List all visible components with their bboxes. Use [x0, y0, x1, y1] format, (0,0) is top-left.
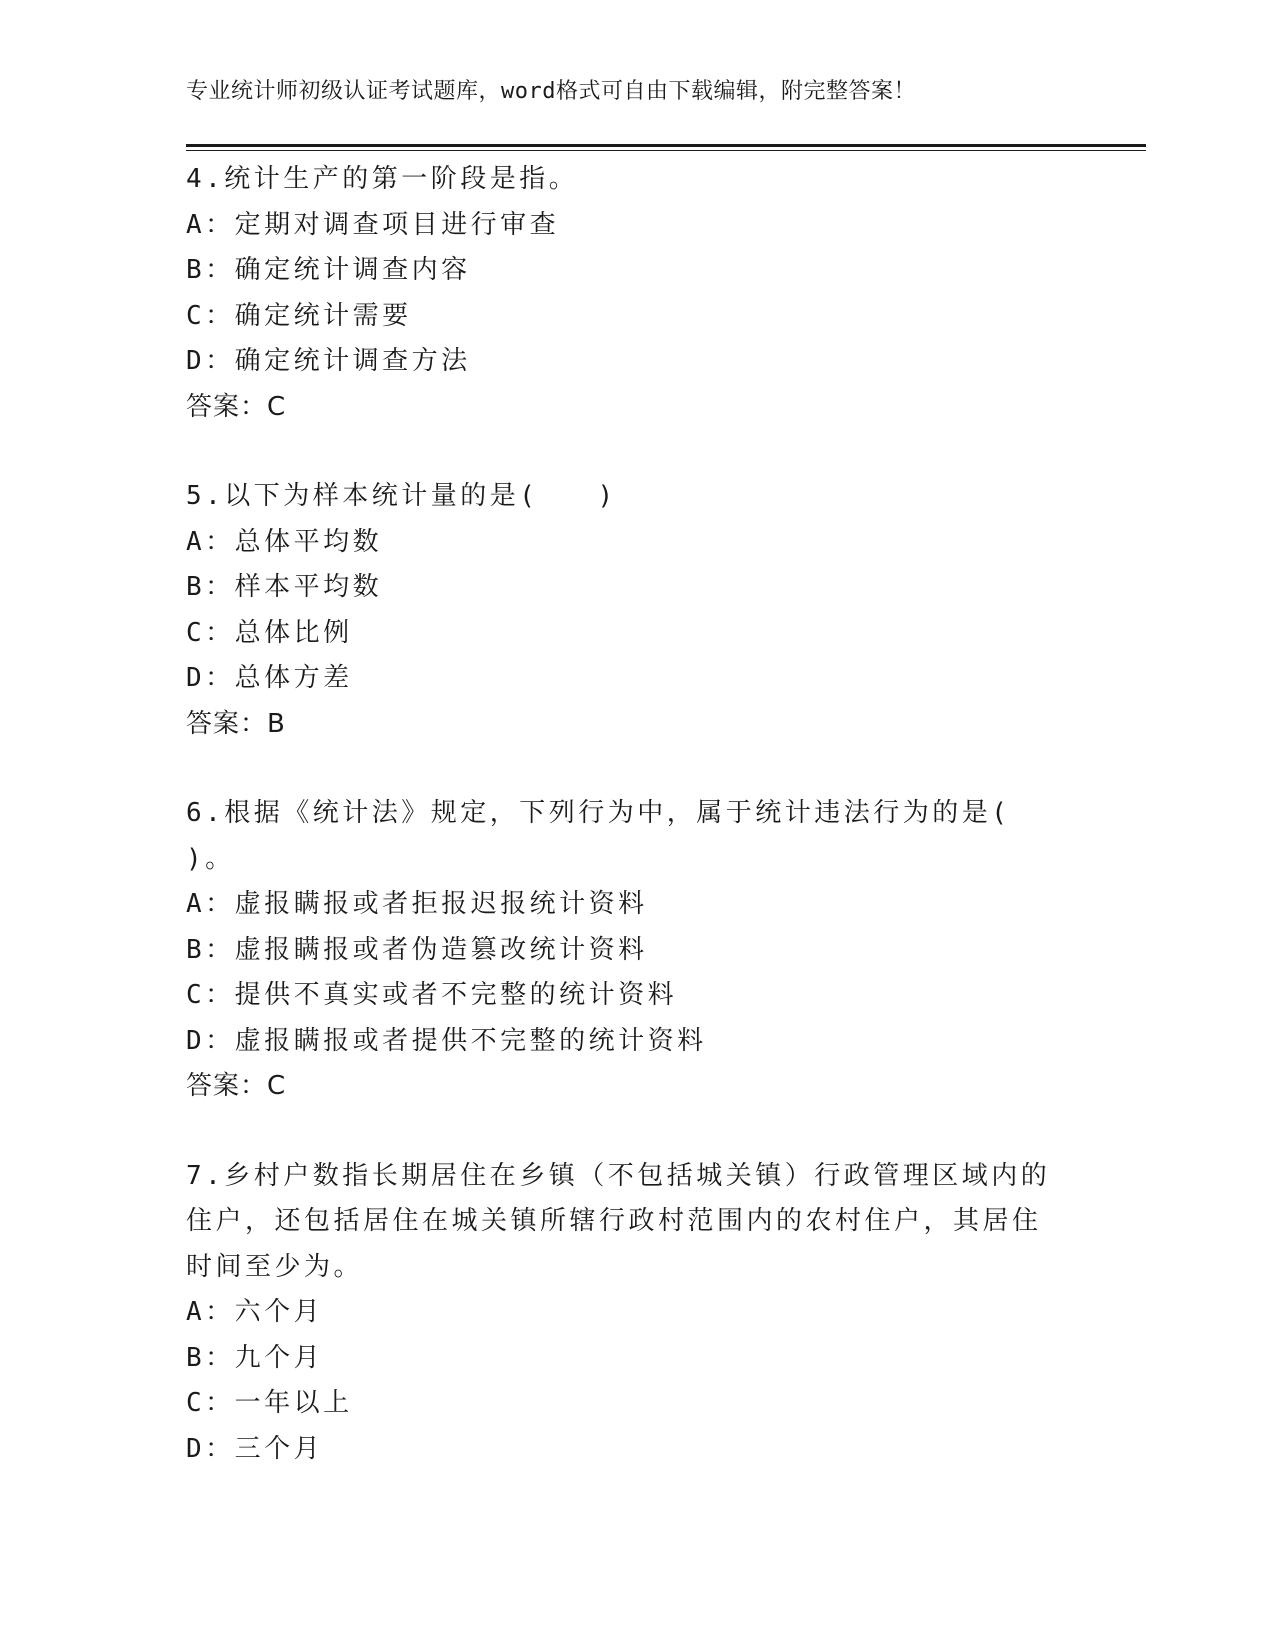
option-d: D：总体方差	[186, 663, 353, 693]
option-a: A：定期对调查项目进行审查	[186, 209, 560, 240]
question-5	[186, 474, 1066, 747]
option-d: D：确定统计调查方法	[186, 346, 471, 376]
question-7	[186, 1154, 1066, 1473]
option-a: A：六个月	[186, 1297, 324, 1327]
option-b: B：九个月	[186, 1342, 324, 1373]
option-b: B：虚报瞒报或者伪造篡改统计资料	[186, 934, 648, 965]
option-c: C：提供不真实或者不完整的统计资料	[186, 980, 678, 1010]
option-d: D：虚报瞒报或者提供不完整的统计资料	[186, 1025, 707, 1056]
question-stem: 6.根据《统计法》规定，下列行为中，属于统计违法行为的是( )。	[186, 798, 1070, 874]
option-c: C：一年以上	[186, 1388, 353, 1418]
option-a: A：总体平均数	[186, 526, 383, 557]
question-stem: 7.乡村户数指长期居住在乡镇（不包括城关镇）行政管理区域内的住户，还包括居住在城关镇所辖行政村范围内的农村住户，其居住时间至少为。	[186, 1160, 1051, 1282]
answer-line: 答案：B	[186, 708, 286, 739]
question-4	[186, 157, 1066, 430]
answer-line: 答案：C	[186, 391, 287, 422]
option-b: B：确定统计调查内容	[186, 255, 471, 285]
option-b: B：样本平均数	[186, 572, 383, 602]
option-a: A：虚报瞒报或者拒报迟报统计资料	[186, 889, 648, 919]
option-c: C：确定统计需要	[186, 300, 412, 331]
header-divider-thin	[186, 150, 1146, 151]
question-stem: 4.统计生产的第一阶段是指。	[186, 164, 579, 194]
question-stem: 5.以下为样本统计量的是( )	[186, 481, 617, 511]
option-d: D：三个月	[186, 1433, 324, 1464]
page-header: 专业统计师初级认证考试题库，word格式可自由下载编辑，附完整答案！	[186, 79, 916, 104]
option-c: C：总体比例	[186, 617, 353, 648]
question-list	[186, 157, 1070, 1516]
header-divider-thick	[186, 144, 1146, 147]
answer-line: 答案：C	[186, 1071, 287, 1101]
question-6	[186, 791, 1070, 1110]
